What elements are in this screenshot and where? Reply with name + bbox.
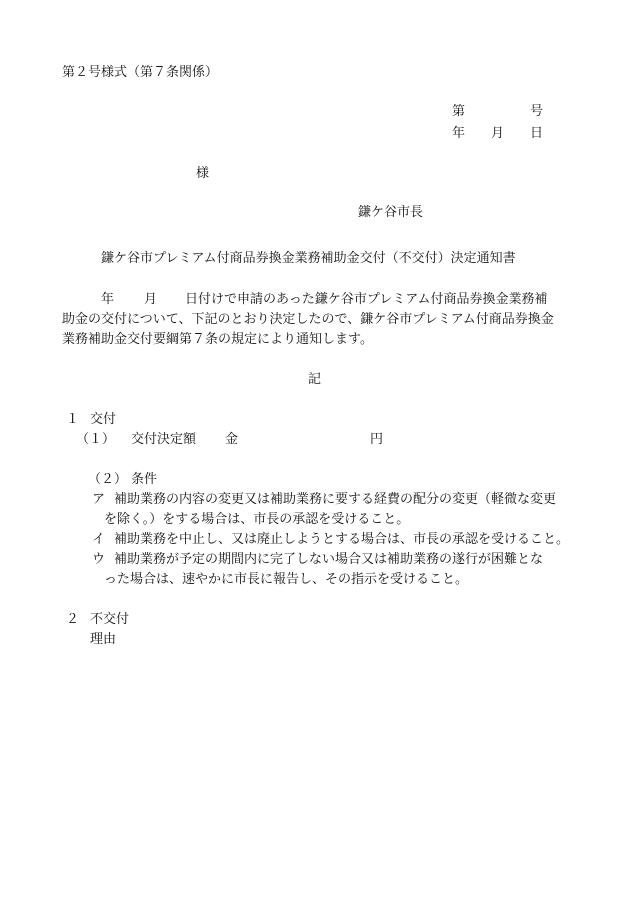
item1-number: （１）	[76, 432, 116, 447]
condition-u-line1: 補助業務が予定の期間内に完了しない場合又は補助業務の遂行が困難とな	[114, 552, 544, 567]
issuer: 鎌ケ谷市長	[358, 205, 424, 220]
date-day: 日	[530, 126, 544, 141]
condition-u-line2: った場合は、速やかに市長に報告し、その指示を受けること。	[104, 572, 469, 587]
condition-a-line1: 補助業務の内容の変更又は補助業務に要する経費の配分の変更（軽微な変更	[114, 492, 557, 507]
intro-line1: 日付けで申請のあった鎌ケ谷市プレミアム付商品券換金業務補	[185, 292, 548, 307]
number-dai: 第	[452, 104, 466, 119]
intro-line2: 助金の交付について、下記のとおり決定したので、鎌ケ谷市プレミアム付商品券換金	[62, 312, 554, 327]
item1-kin: 金	[225, 432, 239, 447]
condition-i-mark: イ	[92, 532, 106, 547]
condition-u-mark: ウ	[92, 552, 106, 567]
document-title: 鎌ケ谷市プレミアム付商品券換金業務補助金交付（不交付）決定通知書	[101, 251, 516, 266]
intro-line3: 業務補助金交付要綱第７条の規定により通知します。	[62, 332, 373, 347]
condition-i-line1: 補助業務を中止し、又は廃止しようとする場合は、市長の承認を受けること。	[114, 532, 570, 547]
intro-year: 年	[101, 292, 115, 307]
item1-yen: 円	[370, 432, 384, 447]
date-year: 年	[452, 126, 466, 141]
date-month: 月	[491, 126, 505, 141]
item2-label: 条件	[131, 472, 158, 487]
section1-label: 交付	[90, 412, 117, 427]
item2-number: （２）	[88, 472, 128, 487]
reason-label: 理由	[90, 632, 117, 647]
intro-month: 月	[144, 292, 158, 307]
condition-a-mark: ア	[92, 492, 106, 507]
form-label: 第２号様式（第７条関係）	[62, 65, 219, 80]
addressee-suffix: 様	[196, 166, 210, 181]
section2-number: ２	[66, 612, 80, 627]
item1-label: 交付決定額	[131, 432, 197, 447]
section1-number: １	[66, 412, 80, 427]
ki-label: 記	[308, 372, 322, 387]
number-go: 号	[530, 104, 544, 119]
section2-label: 不交付	[90, 612, 130, 627]
condition-a-line2: を除く。）をする場合は、市長の承認を受けること。	[104, 512, 410, 527]
